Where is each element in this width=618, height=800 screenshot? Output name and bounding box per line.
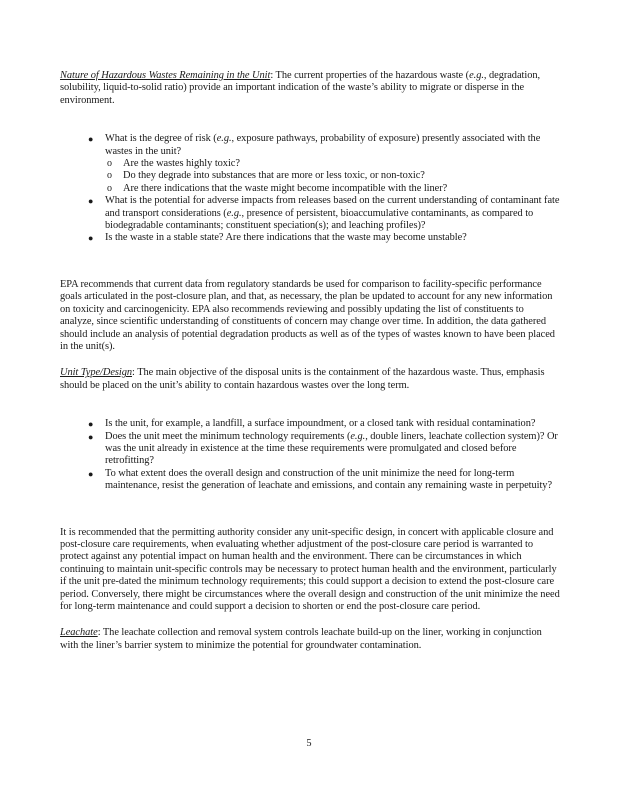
list-item: ● Does the unit meet the minimum technology requirements (e.g., double liners, leachate collection system)? Or was the unit already in existence at the time these requirements were promulgated and closed before retrofitting? <box>88 430 558 467</box>
list-item: o Do they degrade into substances that are more or less toxic, or non-toxic? <box>107 170 425 182</box>
list-item: o Are there indications that the waste might become incompatible with the liner? <box>107 182 448 194</box>
permitting-paragraph: It is recommended that the permitting authority consider any unit-specific design, in concert with applicable closure and post-closure care requirements, when evaluating whether adjustment of the post-closure care period is warranted to protect against any potential impact on human health and the environment. There can be circumstances in which continuing to maintain unit-specific controls may be necessary to protect human health and the environment, particularly if the unit pre-dated the minimum technology requirements; this could support a decision to extend the post-closure care period. Conversely, there might be circumstances where the overall design and construction of the unit minimize the need for long-term maintenance and could support a decision to shorten or end the post-closure care period. <box>60 526 560 612</box>
epa-paragraph: EPA recommends that current data from regulatory standards be used for comparison to facility-specific performance goals articulated in the post-closure plan, and that, as necessary, the plan be updated to account for any new information on toxicity and carcinogenicity. EPA also recommends reviewing and possibly updating the list of constituents to analyze, since scientific understanding of constituents of concern may change over time. In addition, the data gathered should include an analysis of potential degradation products as well as of the types of wastes known to have been placed in the unit(s). <box>60 278 555 352</box>
bullet-icon: ● <box>88 468 94 479</box>
nature-paragraph: Nature of Hazardous Wastes Remaining in the Unit: The current properties of the hazardous waste (e.g., degradation, solubility, liquid-to-solid ratio) provide an important indication of the waste’s ability to migrate or disperse in the environment. <box>60 70 541 106</box>
unit-design-heading: Unit Type/Design <box>60 367 133 379</box>
leachate-paragraph: Leachate: The leachate collection and removal system controls leachate build-up on the liner, working in conjunction with the liner’s barrier system to minimize the potential for groundwater contamination. <box>60 627 542 651</box>
list-item: o Are the wastes highly toxic? <box>107 158 240 170</box>
list-item: ● What is the degree of risk (e.g., exposure pathways, probability of exposure) presently associated with the wastes in the unit? o Are the wastes highly toxic? o Do they degrade into substances that are more or less toxic, or non-toxic? o Are there indications that the waste might become incompatible with the liner? <box>88 133 560 195</box>
circle-bullet-icon: o <box>107 182 112 194</box>
nature-sub-bullet-list <box>107 158 560 195</box>
list-item: ● Is the unit, for example, a landfill, a surface impoundment, or a closed tank with residual contamination? <box>88 418 536 430</box>
list-item: ● To what extent does the overall design and construction of the unit minimize the need for long-term maintenance, resist the generation of leachate and emissions, and contain any remaining waste in perpetuity? <box>88 467 553 492</box>
nature-heading: Nature of Hazardous Wastes Remaining in the Unit <box>60 70 271 81</box>
unit-bullet-list <box>88 418 560 492</box>
circle-bullet-icon: o <box>107 170 112 182</box>
list-item: ● Is the waste in a stable state? Are there indications that the waste may become unstable? <box>88 232 467 244</box>
bullet-icon: ● <box>88 419 94 430</box>
bullet-icon: ● <box>88 431 94 442</box>
bullet-icon: ● <box>88 196 94 207</box>
list-item: ● What is the potential for adverse impacts from releases based on the current understanding of contaminant fate and transport considerations (e.g., presence of persistent, bioaccumulative contaminants, as compared to biodegradable contaminants; constituent speciation(s); and leaching profiles)? <box>88 195 560 232</box>
bullet-icon: ● <box>88 134 94 145</box>
unit-design-paragraph: Unit Type/Design: The main objective of the disposal units is the containment of the hazardous waste. Thus, emphasis should be placed on the unit’s ability to contain hazardous wastes over the long term. <box>60 367 545 391</box>
nature-bullet-list <box>88 133 560 245</box>
circle-bullet-icon: o <box>107 158 112 170</box>
document-page <box>60 70 560 652</box>
leachate-heading: Leachate <box>60 627 98 639</box>
page-number: 5 <box>306 738 312 749</box>
bullet-icon: ● <box>88 233 94 244</box>
